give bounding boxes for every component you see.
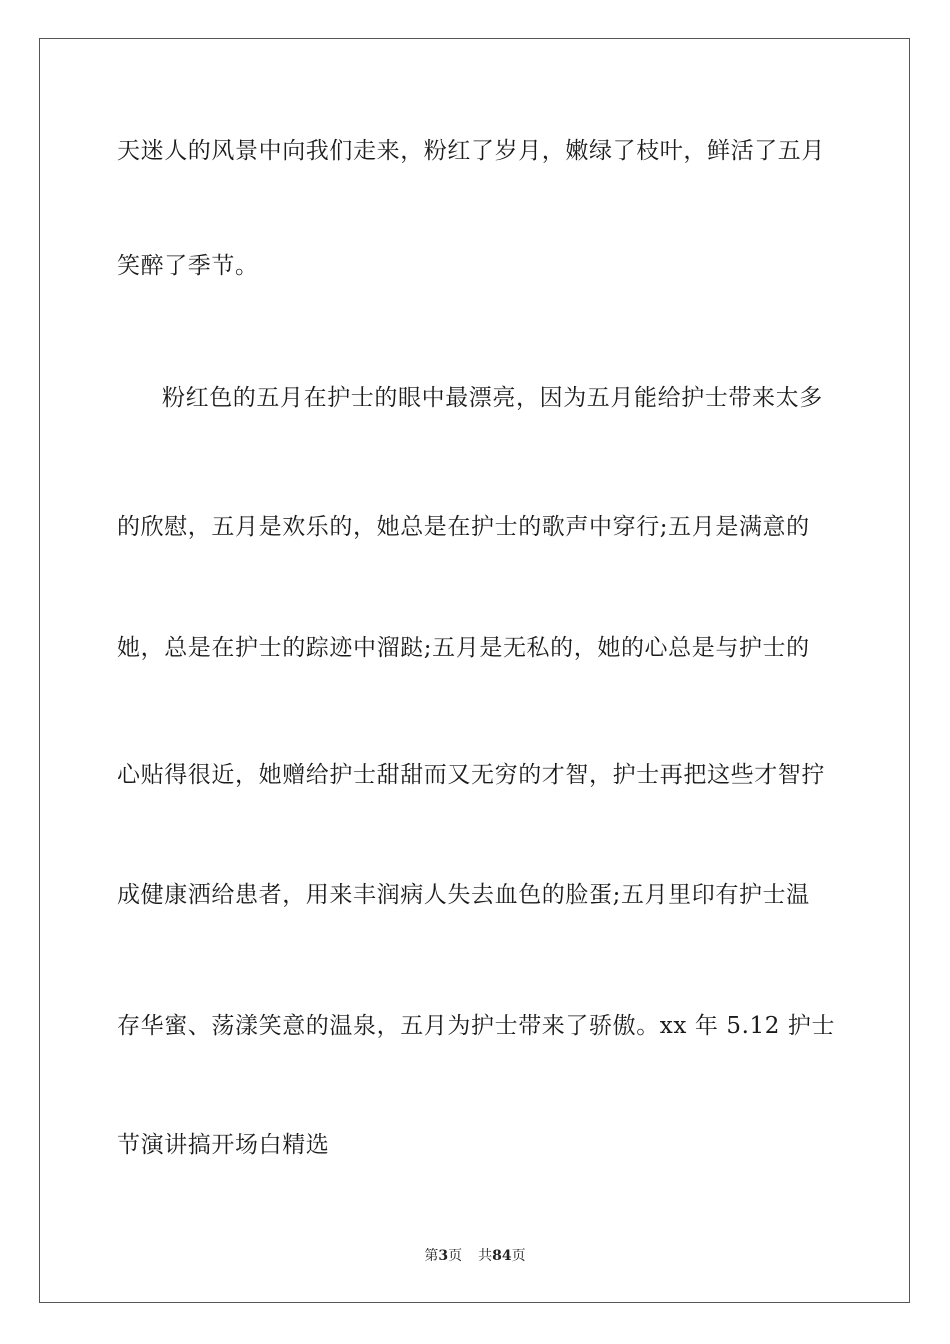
text-line-7: 成健康洒给患者，用来丰润病人失去血色的脸蛋;五月里印有护士温 — [117, 882, 810, 908]
page-footer — [0, 1247, 950, 1265]
total-prefix: 共 — [478, 1248, 493, 1264]
page-prefix: 第 — [424, 1248, 439, 1264]
text-line-8: 存华蜜、荡漾笑意的温泉，五月为护士带来了骄傲。xx 年 5.12 护士 — [117, 1013, 836, 1039]
total-pages: 84 — [492, 1248, 512, 1264]
text-line-9: 节演讲搞开场白精选 — [117, 1132, 330, 1158]
text-line-5: 她，总是在护士的踪迹中溜跶;五月是无私的，她的心总是与护士的 — [117, 635, 810, 661]
page-suffix: 页 — [448, 1248, 463, 1264]
text-line-1: 天迷人的风景中向我们走来，粉红了岁月，嫩绿了枝叶，鲜活了五月 — [117, 138, 825, 164]
total-suffix: 页 — [511, 1248, 526, 1264]
page-number: 3 — [438, 1248, 449, 1264]
text-line-3: 粉红色的五月在护士的眼中最漂亮，因为五月能给护士带来太多 — [162, 385, 823, 411]
text-line-4: 的欣慰，五月是欢乐的，她总是在护士的歌声中穿行;五月是满意的 — [117, 514, 810, 540]
text-line-6: 心贴得很近，她赠给护士甜甜而又无穷的才智，护士再把这些才智拧 — [117, 762, 825, 788]
text-line-2: 笑醉了季节。 — [117, 253, 259, 279]
page-border — [39, 38, 910, 1303]
